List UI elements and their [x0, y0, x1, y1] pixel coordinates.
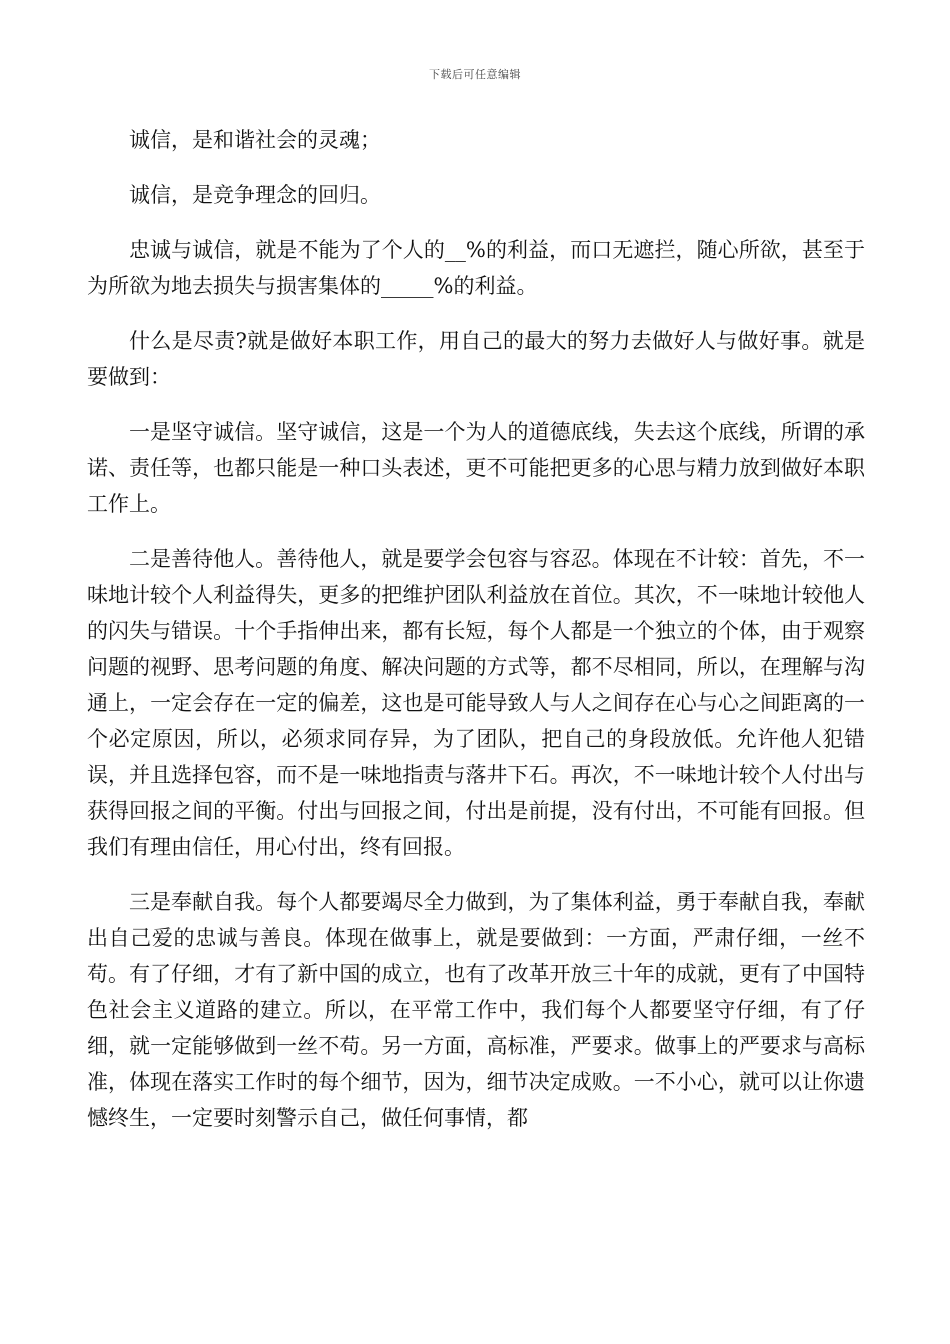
document-body	[87, 122, 865, 1136]
paragraph-5: 一是坚守诚信。坚守诚信，这是一个为人的道德底线，失去这个底线，所谓的承诺、责任等，也都只能是一种口头表述，更不可能把更多的心思与精力放到做好本职工作上。	[87, 420, 865, 516]
page-header: 下载后可任意编辑	[429, 68, 521, 81]
paragraph-2: 诚信，是竞争理念的回归。	[129, 183, 381, 207]
paragraph-3: 忠诚与诚信，就是不能为了个人的__%的利益，而口无遮拦，随心所欲，甚至于为所欲为地去损失与损害集体的_____%的利益。	[87, 238, 865, 298]
paragraph-4: 什么是尽责?就是做好本职工作，用自己的最大的努力去做好人与做好事。就是要做到：	[87, 329, 865, 389]
paragraph-7: 三是奉献自我。每个人都要竭尽全力做到，为了集体利益，勇于奉献自我，奉献出自己爱的忠诚与善良。体现在做事上，就是要做到：一方面，严肃仔细，一丝不苟。有了仔细，才有了新中国的成立，也有了改革开放三十年的成就，更有了中国特色社会主义道路的建立。所以，在平常工作中，我们每个人都要坚守仔细，有了仔细，就一定能够做到一丝不苟。另一方面，高标准，严要求。做事上的严要求与高标准，体现在落实工作时的每个细节，因为，细节决定成败。一不小心，就可以让你遗憾终生，一定要时刻警示自己，做任何事情，都	[87, 890, 865, 1130]
paragraph-1: 诚信，是和谐社会的灵魂；	[129, 128, 381, 152]
paragraph-6: 二是善待他人。善待他人，就是要学会包容与容忍。体现在不计较：首先，不一味地计较个人利益得失，更多的把维护团队利益放在首位。其次，不一味地计较他人的闪失与错误。十个手指伸出来，都有长短，每个人都是一个独立的个体，由于观察问题的视野、思考问题的角度、解决问题的方式等，都不尽相同，所以，在理解与沟通上，一定会存在一定的偏差，这也是可能导致人与人之间存在心与心之间距离的一个必定原因，所以，必须求同存异，为了团队，把自己的身段放低。允许他人犯错误，并且选择包容，而不是一味地指责与落井下石。再次，不一味地计较个人付出与获得回报之间的平衡。付出与回报之间，付出是前提，没有付出，不可能有回报。但我们有理由信任，用心付出，终有回报。	[87, 547, 865, 859]
